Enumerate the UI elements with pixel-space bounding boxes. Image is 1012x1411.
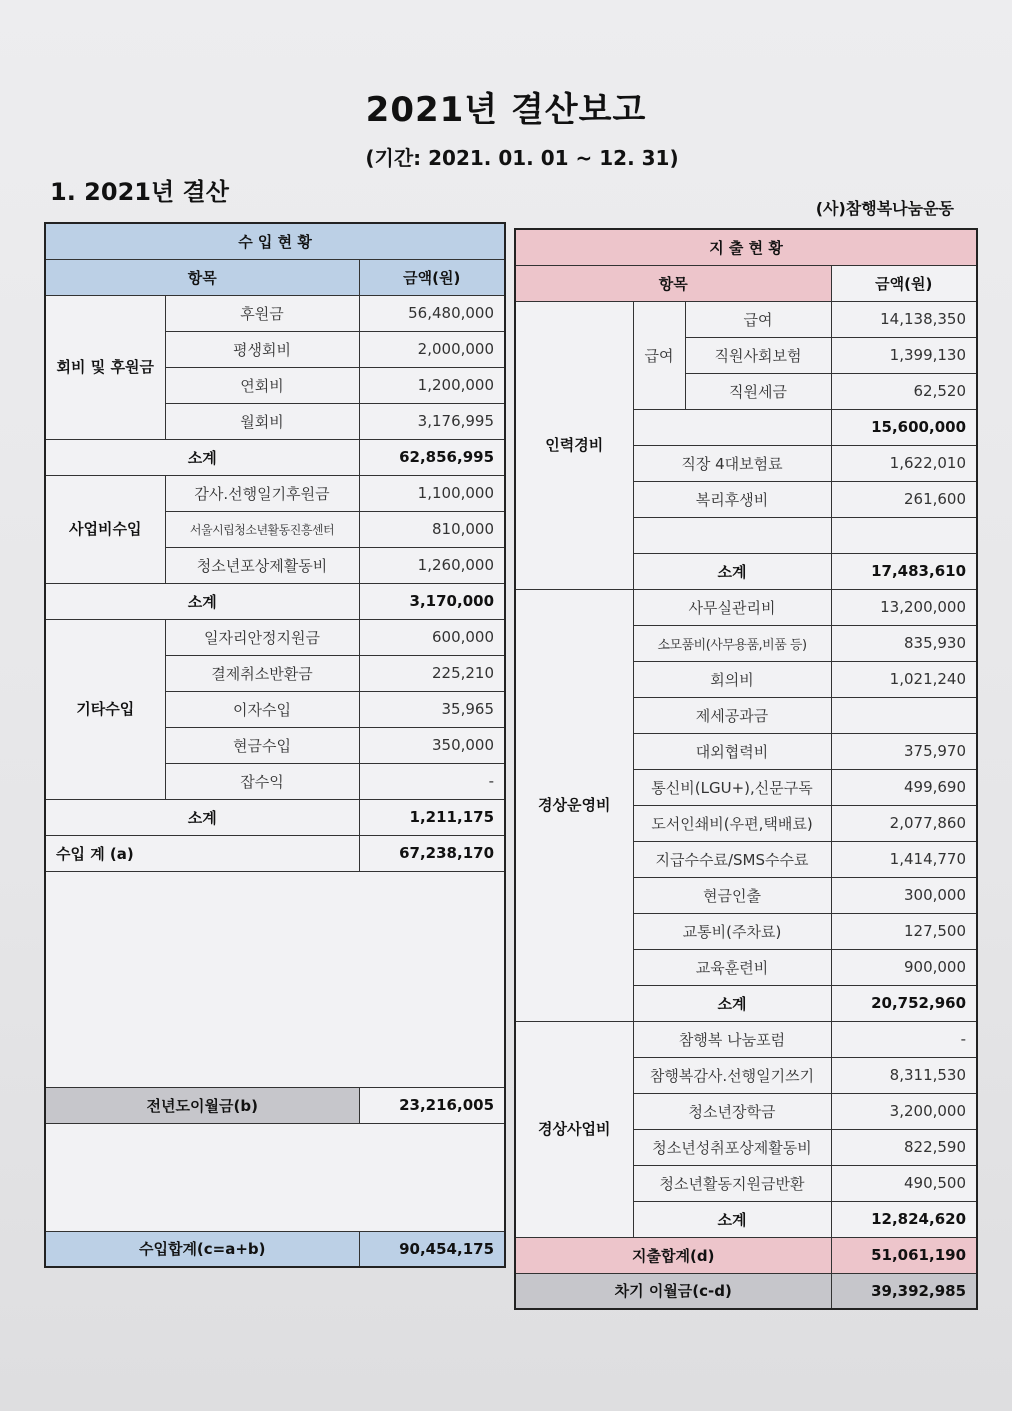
subtotal-label: 소계 — [633, 1201, 831, 1237]
expense-amount: 8,311,530 — [831, 1057, 977, 1093]
income-item: 일자리안정지원금 — [165, 619, 359, 655]
expense-category: 경상사업비 — [515, 1021, 633, 1237]
income-col-item: 항목 — [45, 259, 359, 295]
expense-table — [514, 228, 978, 1310]
empty-row — [633, 517, 831, 553]
carry-over-b: 23,216,005 — [359, 1087, 505, 1123]
expense-item: 지급수수료/SMS수수료 — [633, 841, 831, 877]
carry-next-label: 차기 이월금(c-d) — [515, 1273, 831, 1309]
expense-item: 교육훈련비 — [633, 949, 831, 985]
expense-total-d: 51,061,190 — [831, 1237, 977, 1273]
expense-amount: 1,622,010 — [831, 445, 977, 481]
income-category: 사업비수입 — [45, 475, 165, 583]
subtotal-label: 소계 — [45, 439, 359, 475]
expense-amount: 62,520 — [831, 373, 977, 409]
organization-name: (사)참행복나눔운동 — [815, 199, 954, 218]
expense-item: 직원사회보험 — [685, 337, 831, 373]
expense-item: 직장 4대보험료 — [633, 445, 831, 481]
expense-amount: 13,200,000 — [831, 589, 977, 625]
blank-area — [45, 871, 505, 1087]
income-amount: 2,000,000 — [359, 331, 505, 367]
expense-item: 청소년성취포상제활동비 — [633, 1129, 831, 1165]
income-item: 연회비 — [165, 367, 359, 403]
income-amount: - — [359, 763, 505, 799]
expense-amount: 1,414,770 — [831, 841, 977, 877]
expense-item: 사무실관리비 — [633, 589, 831, 625]
income-amount: 225,210 — [359, 655, 505, 691]
expense-amount: 375,970 — [831, 733, 977, 769]
expense-amount: 1,399,130 — [831, 337, 977, 373]
expense-amount: 822,590 — [831, 1129, 977, 1165]
salary-subtotal-label — [633, 409, 831, 445]
expense-item: 통신비(LGU+),신문구독 — [633, 769, 831, 805]
subtotal-label: 소계 — [633, 553, 831, 589]
subtotal-label: 소계 — [45, 583, 359, 619]
expense-amount: 2,077,860 — [831, 805, 977, 841]
income-item: 후원금 — [165, 295, 359, 331]
income-grand-total: 90,454,175 — [359, 1231, 505, 1267]
expense-amount: 499,690 — [831, 769, 977, 805]
income-item: 월회비 — [165, 403, 359, 439]
expense-total-d-label: 지출합계(d) — [515, 1237, 831, 1273]
section-heading: 1. 2021년 결산 — [50, 178, 229, 206]
expense-item: 복리후생비 — [633, 481, 831, 517]
report-period: (기간: 2021. 01. 01 ~ 12. 31) — [365, 146, 679, 170]
expense-item: 청소년활동지원금반환 — [633, 1165, 831, 1201]
expense-category: 인력경비 — [515, 301, 633, 589]
income-amount: 600,000 — [359, 619, 505, 655]
income-header: 수 입 현 황 — [45, 223, 505, 259]
subtotal-amount: 62,856,995 — [359, 439, 505, 475]
income-col-amount: 금액(원) — [359, 259, 505, 295]
carry-next: 39,392,985 — [831, 1273, 977, 1309]
income-item: 서울시립청소년활동진흥센터 — [165, 511, 359, 547]
income-amount: 1,260,000 — [359, 547, 505, 583]
expense-item: 청소년장학금 — [633, 1093, 831, 1129]
income-amount: 3,176,995 — [359, 403, 505, 439]
income-item: 평생회비 — [165, 331, 359, 367]
expense-item: 참행복 나눔포럼 — [633, 1021, 831, 1057]
subtotal-amount: 17,483,610 — [831, 553, 977, 589]
expense-amount: 300,000 — [831, 877, 977, 913]
income-total-a: 67,238,170 — [359, 835, 505, 871]
subtotal-amount: 3,170,000 — [359, 583, 505, 619]
income-amount: 1,200,000 — [359, 367, 505, 403]
expense-item: 도서인쇄비(우편,택배료) — [633, 805, 831, 841]
expense-item: 회의비 — [633, 661, 831, 697]
expense-amount: 261,600 — [831, 481, 977, 517]
income-amount: 35,965 — [359, 691, 505, 727]
expense-amount: 3,200,000 — [831, 1093, 977, 1129]
expense-amount — [831, 697, 977, 733]
expense-item: 교통비(주차료) — [633, 913, 831, 949]
income-amount: 810,000 — [359, 511, 505, 547]
page-title: 2021년 결산보고 — [365, 90, 647, 130]
subtotal-amount: 1,211,175 — [359, 799, 505, 835]
expense-item: 급여 — [685, 301, 831, 337]
income-table — [44, 222, 506, 1268]
income-item: 현금수입 — [165, 727, 359, 763]
expense-item: 대외협력비 — [633, 733, 831, 769]
expense-item: 현금인출 — [633, 877, 831, 913]
income-item: 청소년포상제활동비 — [165, 547, 359, 583]
blank-area — [45, 1123, 505, 1231]
empty-amount — [831, 517, 977, 553]
carry-over-b-label: 전년도이월금(b) — [45, 1087, 359, 1123]
subtotal-label: 소계 — [45, 799, 359, 835]
expense-col-item: 항목 — [515, 265, 831, 301]
expense-item: 제세공과금 — [633, 697, 831, 733]
salary-subtotal: 15,600,000 — [831, 409, 977, 445]
expense-item: 소모품비(사무용품,비품 등) — [633, 625, 831, 661]
salary-group-label: 급여 — [633, 301, 685, 409]
income-item: 잡수익 — [165, 763, 359, 799]
income-category: 회비 및 후원금 — [45, 295, 165, 439]
income-item: 결제취소반환금 — [165, 655, 359, 691]
expense-amount: 835,930 — [831, 625, 977, 661]
subtotal-amount: 12,824,620 — [831, 1201, 977, 1237]
income-total-a-label: 수입 계 (a) — [45, 835, 359, 871]
expense-amount: 900,000 — [831, 949, 977, 985]
income-amount: 56,480,000 — [359, 295, 505, 331]
income-item: 이자수입 — [165, 691, 359, 727]
income-amount: 350,000 — [359, 727, 505, 763]
expense-header: 지 출 현 황 — [515, 229, 977, 265]
subtotal-amount: 20,752,960 — [831, 985, 977, 1021]
income-category: 기타수입 — [45, 619, 165, 799]
expense-amount: 127,500 — [831, 913, 977, 949]
income-item: 감사.선행일기후원금 — [165, 475, 359, 511]
income-amount: 1,100,000 — [359, 475, 505, 511]
expense-item: 직원세금 — [685, 373, 831, 409]
expense-amount: 490,500 — [831, 1165, 977, 1201]
expense-col-amount: 금액(원) — [831, 265, 977, 301]
expense-item: 참행복감사.선행일기쓰기 — [633, 1057, 831, 1093]
expense-category: 경상운영비 — [515, 589, 633, 1021]
expense-amount: - — [831, 1021, 977, 1057]
expense-amount: 1,021,240 — [831, 661, 977, 697]
subtotal-label: 소계 — [633, 985, 831, 1021]
income-grand-total-label: 수입합계(c=a+b) — [45, 1231, 359, 1267]
expense-amount: 14,138,350 — [831, 301, 977, 337]
